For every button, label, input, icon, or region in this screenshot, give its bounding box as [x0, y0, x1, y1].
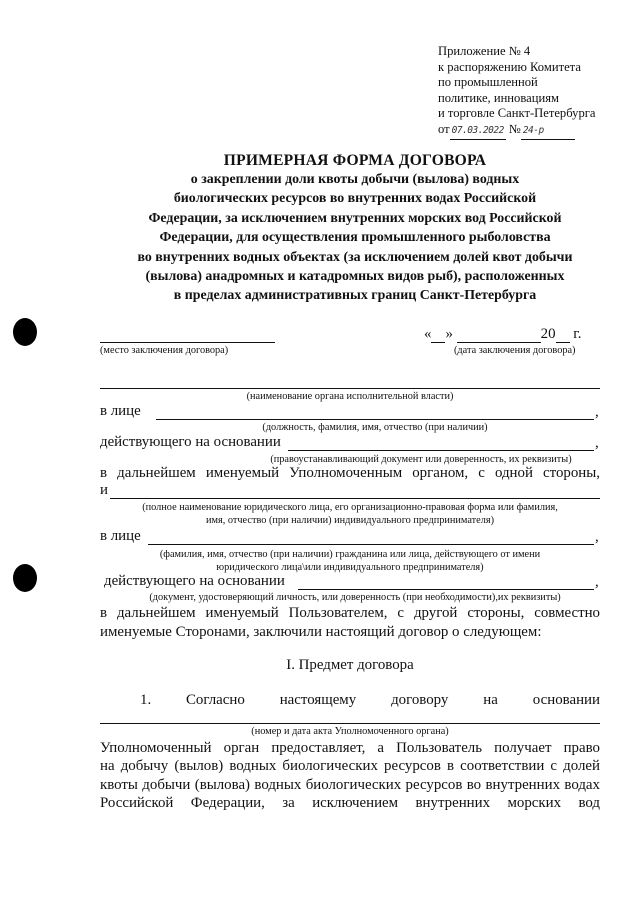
document-subtitle — [100, 170, 610, 306]
appendix-line: и торговле Санкт-Петербурга — [438, 106, 596, 121]
month-field-line[interactable] — [457, 328, 541, 343]
subtitle-line: (вылова) анадромных и катадромных видов рыб), расположенных — [145, 269, 565, 285]
authority-doc-caption: (правоустанавливающий документ или доверенность, их реквизиты) — [270, 454, 572, 465]
place-caption: (место заключения договора) — [100, 345, 229, 356]
entity-caption-line: имя, отчество (при наличии) индивидуального предпринимателя) — [205, 514, 495, 526]
person-caption-line: (фамилия, имя, отчество (при наличии) гражданина или лица, действующего от имени — [159, 549, 541, 560]
punch-hole-mark — [13, 564, 37, 592]
comma: , — [595, 529, 599, 545]
body-line: квоты добычи (вылова) водных биологических ресурсов во внутренних водах — [100, 777, 600, 793]
comma: , — [595, 435, 599, 451]
hereinafter-authority: в дальнейшем именуемый Уполномоченным органом, с одной стороны, — [100, 465, 600, 481]
year-prefix: 20 — [540, 326, 556, 342]
number-prefix: № — [508, 121, 521, 136]
position-caption: (должность, фамилия, имя, отчество (при наличии) — [262, 422, 488, 433]
appendix-line: Приложение № 4 — [438, 44, 531, 58]
in-person-label-2: в лице — [100, 528, 141, 544]
appendix-line: к распоряжению Комитета — [438, 59, 581, 74]
user-basis-field-line[interactable] — [298, 589, 594, 590]
comma: , — [595, 404, 599, 420]
authority-caption: (наименование органа исполнительной власти) — [246, 391, 454, 402]
entity-caption — [100, 502, 600, 527]
in-person-label: в лице — [100, 403, 141, 419]
acting-basis-label: действующего на основании — [100, 434, 281, 450]
entity-caption-line: (полное наименование юридического лица, его организационно-правовая форма или фамилия, — [142, 502, 558, 513]
hereinafter-user-line: именуемые Сторонами, заключили настоящий договор о следующем: — [100, 624, 542, 640]
identity-caption: (документ, удостоверяющий личность, или доверенность (при необходимости),их реквизиты) — [149, 592, 561, 603]
punch-hole-mark — [13, 318, 37, 346]
handwritten-number: 24-р — [521, 123, 575, 140]
date-close-quote: » — [445, 326, 453, 342]
authority-field-line[interactable] — [100, 388, 600, 389]
act-field-line[interactable] — [100, 723, 600, 724]
person-caption-line: юридического лица\или индивидуального предпринимателя) — [216, 561, 484, 573]
subtitle-line: биологических ресурсов во внутренних водах Российской — [173, 191, 537, 207]
position-field-line[interactable] — [156, 419, 594, 420]
person-field-line[interactable] — [148, 544, 594, 545]
and-label: и — [100, 482, 108, 498]
subtitle-line: Федерации, для осуществления промышленного рыболовства — [159, 230, 551, 246]
appendix-line: политике, инновациям — [438, 90, 559, 105]
date-field — [424, 326, 581, 343]
body-line: на добычу (вылов) водных биологических ресурсов в соответствии с долей — [100, 758, 600, 774]
hereinafter-user-line: в дальнейшем именуемый Пользователем, с другой стороны, совместно — [100, 605, 600, 621]
date-caption: (дата заключения договора) — [454, 345, 576, 356]
year-suffix: г. — [573, 326, 582, 342]
person-caption — [100, 549, 600, 574]
acting-basis-label-2: действующего на основании — [104, 573, 285, 589]
appendix-date-line — [438, 122, 596, 140]
document-title: ПРИМЕРНАЯ ФОРМА ДОГОВОРА — [223, 152, 487, 169]
appendix-block — [438, 44, 596, 140]
body-line: Уполномоченный орган предоставляет, а Пользователь получает право — [100, 740, 600, 756]
date-open-quote: « — [424, 326, 432, 342]
subtitle-line: Федерации, за исключением внутренних морских вод Российской — [148, 210, 562, 226]
handwritten-date: 07.03.2022 — [450, 123, 506, 140]
subtitle-line: о закреплении доли квоты добычи (вылова) водных — [190, 172, 520, 187]
year-field-line[interactable] — [556, 328, 570, 343]
appendix-line: по промышленной — [438, 75, 538, 90]
place-field-line[interactable] — [100, 342, 275, 343]
date-prefix: от — [438, 121, 450, 136]
act-caption: (номер и дата акта Уполномоченного органа) — [251, 726, 449, 737]
clause-intro: Согласно настоящему договору на основании — [186, 692, 600, 708]
subtitle-line: во внутренних водных объектах (за исключением долей квот добычи — [137, 249, 573, 265]
day-field-line[interactable] — [431, 328, 445, 343]
authority-basis-field-line[interactable] — [288, 450, 594, 451]
section-heading: I. Предмет договора — [286, 657, 414, 673]
body-line: Российской Федерации, за исключением внутренних морских вод — [100, 795, 600, 811]
entity-field-line[interactable] — [110, 498, 600, 499]
clause-number: 1. — [140, 692, 152, 708]
comma: , — [595, 574, 599, 590]
subtitle-line: в пределах административных границ Санкт-Петербурга — [173, 288, 537, 304]
